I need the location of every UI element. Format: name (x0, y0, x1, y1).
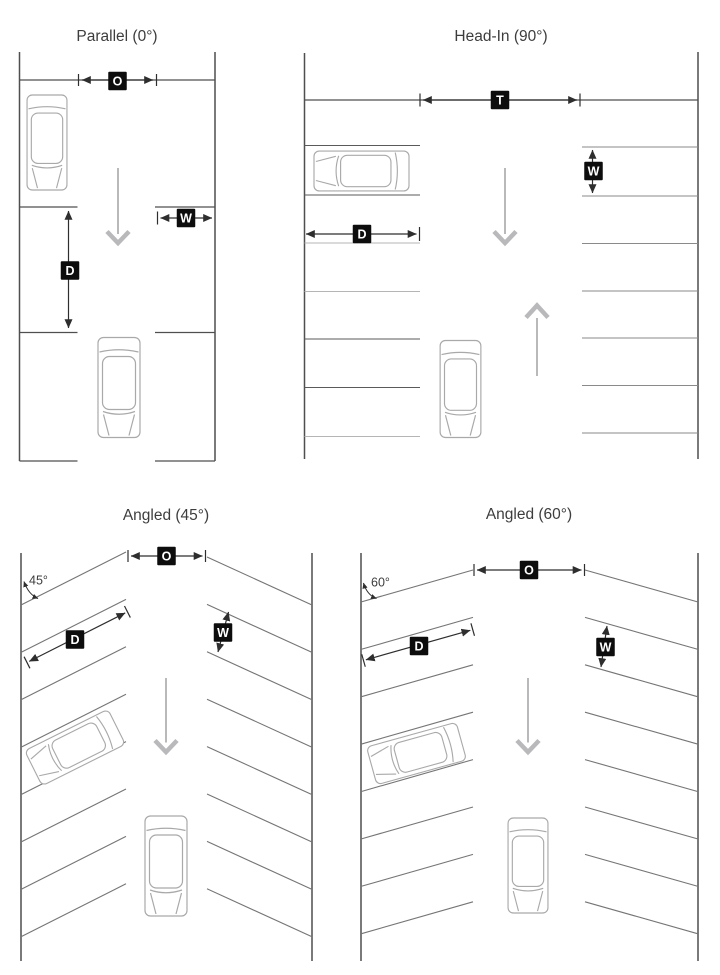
stall-line (585, 807, 698, 839)
aisle-car-icon (98, 338, 140, 438)
stall-line (207, 841, 312, 889)
stall-line (585, 902, 698, 934)
stall-lines-right (585, 570, 698, 934)
stall-line (585, 570, 698, 602)
dim-label-W (214, 623, 233, 642)
svg-text:W: W (599, 640, 612, 655)
flow-arrow-down-icon (494, 168, 516, 243)
aisle-car-icon (440, 341, 481, 438)
dim-label-W (584, 162, 603, 181)
angle-label: 45° (29, 573, 48, 588)
aisle-car-icon (145, 816, 187, 916)
panel-title-head-in: Head-In (90°) (454, 28, 548, 45)
svg-text:W: W (180, 211, 192, 226)
stall-lines-right (207, 557, 312, 937)
flow-arrow-down-icon (155, 678, 177, 752)
panel-angled-60 (361, 506, 698, 961)
stall-line (585, 712, 698, 744)
stall-line (361, 665, 473, 697)
svg-text:O: O (112, 74, 123, 89)
stall-line (361, 854, 473, 886)
svg-text:D: D (65, 264, 75, 278)
panel-parallel (20, 28, 216, 461)
stall-line (585, 665, 698, 697)
svg-text:T: T (496, 93, 504, 108)
flow-arrow-down-icon (517, 678, 539, 752)
aisle-car-icon (508, 818, 548, 913)
stall-line (207, 747, 312, 795)
stall-line (207, 889, 312, 937)
stall-line (21, 789, 126, 842)
svg-text:W: W (587, 164, 600, 179)
dim-label-D (61, 261, 80, 280)
dim-label-T (491, 91, 510, 110)
stall-line (21, 884, 126, 937)
angle-label: 60° (371, 575, 390, 590)
svg-text:O: O (524, 563, 534, 578)
stall-line (207, 794, 312, 842)
panel-angled-45 (21, 507, 312, 961)
dim-label-W (596, 638, 615, 657)
stall-line (585, 854, 698, 886)
dim-label-D (353, 225, 372, 244)
angle-callout (24, 574, 48, 599)
stall-line (585, 760, 698, 792)
stall-lines-right (582, 147, 698, 433)
parked-car-icon (25, 709, 126, 785)
svg-text:D: D (70, 633, 80, 647)
stall-line (207, 557, 312, 605)
parked-car-icon (27, 95, 67, 190)
stall-line (207, 652, 312, 700)
dim-label-D (66, 630, 85, 649)
flow-arrow-down-icon (107, 168, 129, 243)
lot-boundary-lines (305, 52, 699, 459)
dim-label-D (410, 637, 429, 656)
parked-car-icon (314, 151, 409, 191)
stall-line (21, 647, 126, 700)
stall-line (361, 902, 473, 934)
svg-text:D: D (357, 227, 367, 242)
dim-label-O (108, 72, 127, 91)
svg-text:W: W (217, 626, 229, 640)
stall-line (361, 807, 473, 839)
panel-title-angled-45: Angled (45°) (122, 507, 210, 524)
flow-arrow-up-icon (526, 306, 548, 377)
svg-text:D: D (414, 639, 424, 654)
stall-lines-right (155, 207, 215, 461)
stall-line (21, 836, 126, 889)
dim-label-O (157, 547, 176, 566)
dim-label-W (177, 209, 196, 228)
stall-line (207, 699, 312, 747)
panel-title-parallel: Parallel (0°) (76, 28, 158, 45)
dim-label-O (520, 561, 539, 580)
svg-text:O: O (161, 549, 172, 564)
panel-title-angled-60: Angled (60°) (485, 506, 573, 523)
panel-head-in (305, 28, 699, 459)
